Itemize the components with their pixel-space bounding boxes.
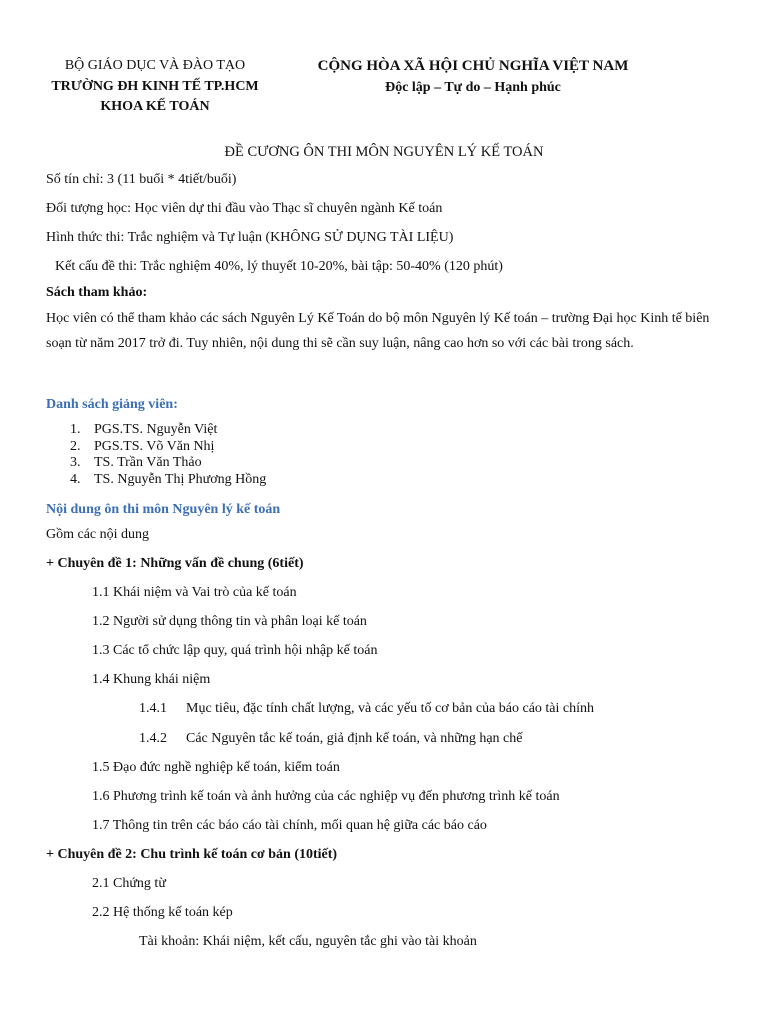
- lecturer-item: 1. PGS.TS. Nguyễn Việt: [70, 422, 218, 437]
- topic-1-subitem: 1.4.2 Các Nguyên tắc kế toán, giả định kế toán, và những hạn chế: [139, 731, 523, 746]
- topic-1-title: + Chuyên đề 1: Những vấn đề chung (6tiết): [46, 556, 304, 571]
- audience-line: Đối tượng học: Học viên dự thi đầu vào Thạc sĩ chuyên ngành Kế toán: [46, 201, 443, 216]
- topic-2-item: 2.1 Chứng từ: [92, 876, 166, 891]
- topic-1-item: 1.2 Người sử dụng thông tin và phân loại kế toán: [92, 614, 367, 629]
- topic-2-item: 2.2 Hệ thống kế toán kép: [92, 905, 233, 920]
- content-intro: Gồm các nội dung: [46, 527, 150, 542]
- topic-1-item: 1.1 Khái niệm và Vai trò của kế toán: [92, 585, 297, 600]
- exam-structure-line: Kết cấu đề thi: Trắc nghiệm 40%, lý thuyết 10-20%, bài tập: 50-40% (120 phút): [55, 259, 503, 274]
- topic-2-title: + Chuyên đề 2: Chu trình kế toán cơ bản (10tiết): [46, 847, 338, 862]
- topic-1-item: 1.4 Khung khái niệm: [92, 672, 211, 687]
- references-heading: Sách tham khảo:: [46, 285, 148, 300]
- lecturer-item: 4. TS. Nguyễn Thị Phương Hồng: [70, 472, 267, 487]
- document-title: ĐỀ CƯƠNG ÔN THI MÔN NGUYÊN LÝ KẾ TOÁN: [224, 144, 544, 160]
- lecturer-item: 2. PGS.TS. Võ Văn Nhị: [70, 439, 215, 454]
- nation-title: CỘNG HÒA XÃ HỘI CHỦ NGHĨA VIỆT NAM: [317, 58, 629, 74]
- topic-1-subitem: 1.4.1 Mục tiêu, đặc tính chất lượng, và các yếu tố cơ bản của báo cáo tài chính: [139, 701, 595, 716]
- credits-line: Số tín chỉ: 3 (11 buổi * 4tiết/buổi): [46, 172, 237, 187]
- content-heading: Nội dung ôn thi môn Nguyên lý kế toán: [46, 502, 281, 517]
- topic-1-item: 1.5 Đạo đức nghề nghiệp kế toán, kiểm toán: [92, 760, 340, 775]
- topic-2-note: Tài khoản: Khái niệm, kết cấu, nguyên tắc ghi vào tài khoản: [139, 934, 477, 949]
- topic-1-item: 1.3 Các tổ chức lập quy, quá trình hội nhập kế toán: [92, 643, 378, 658]
- university-name: TRƯỜNG ĐH KINH TẾ TP.HCM: [51, 79, 259, 94]
- faculty-name: KHOA KẾ TOÁN: [100, 99, 210, 114]
- ministry-name: BỘ GIÁO DỤC VÀ ĐÀO TẠO: [64, 58, 246, 73]
- topic-1-item: 1.7 Thông tin trên các báo cáo tài chính, mối quan hệ giữa các báo cáo: [92, 818, 487, 833]
- national-motto: Độc lập – Tự do – Hạnh phúc: [385, 80, 561, 95]
- references-text: Học viên có thể tham khảo các sách Nguyên Lý Kế Toán do bộ môn Nguyên lý Kế toán – trường Đại học Kinh tế biên soạn từ năm 2017 trở đi. Tuy nhiên, nội dung thi sẽ cần suy luận, nâng cao hơn so với các bài trong sách.: [46, 311, 710, 351]
- topic-1-item: 1.6 Phương trình kế toán và ảnh hưởng của các nghiệp vụ đến phương trình kế toán: [92, 789, 560, 804]
- lecturer-item: 3. TS. Trần Văn Thảo: [70, 455, 202, 470]
- exam-format-line: Hình thức thi: Trắc nghiệm và Tự luận (KHÔNG SỬ DỤNG TÀI LIỆU): [46, 230, 454, 245]
- lecturers-heading: Danh sách giảng viên:: [46, 397, 178, 412]
